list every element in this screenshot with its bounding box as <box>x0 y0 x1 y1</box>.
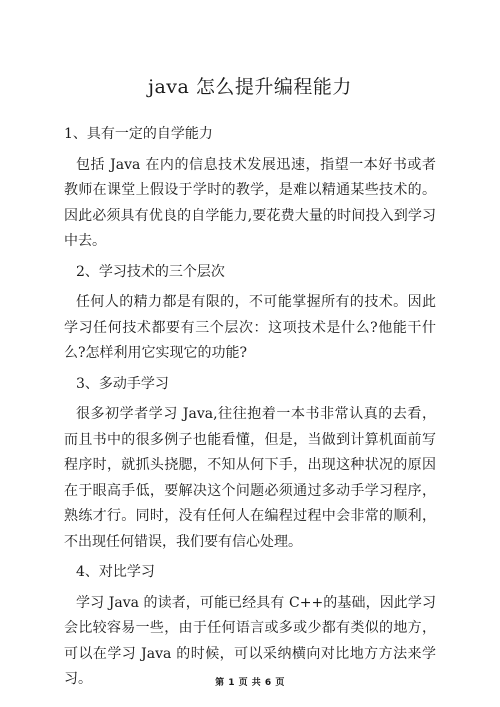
page-title: java 怎么提升编程能力 <box>148 76 352 98</box>
section-paragraph: 很多初学者学习 Java,往往抱着一本书非常认真的去看，而且书中的很多例子也能看懂，但是，当做到计算机面前写程序时，就抓头挠腮，不知从何下手，出现这种状况的原因在于眼高手低，要解决这个问题必须通过多动手学习程序，熟练才行。同时，没有任何人在编程过程中会非常的顺利，不出现任何错误，我们要有信心处理。 <box>64 406 436 550</box>
section-heading: 4、对比学习 <box>76 564 155 580</box>
section-heading: 2、学习技术的三个层次 <box>76 263 225 280</box>
section-paragraph: 学习 Java 的读者，可能已经具有 C++的基础，因此学习会比较容易一些，由于任何语言或多或少都有类似的地方，可以在学习 Java 的时候，可以采纳横向对比地方方法来学习。 <box>64 594 436 687</box>
section-heading: 3、多动手学习 <box>76 375 169 392</box>
page-footer: 第 1 页 共 6 页 <box>215 678 285 688</box>
section-heading: 1、具有一定的自学能力 <box>64 126 213 142</box>
document-body <box>64 122 436 698</box>
section-paragraph: 任何人的精力都是有限的，不可能掌握所有的技术。因此学习任何技术都要有三个层次：这项技术是什么?他能干什么?怎样利用它实现它的功能? <box>64 294 436 361</box>
section-paragraph: 包括 Java 在内的信息技术发展迅速，指望一本好书或者教师在课堂上假设于学时的教学，是难以精通某些技术的。因此必须具有优良的自学能力,要花费大量的时间投入到学习中去。 <box>64 156 436 249</box>
